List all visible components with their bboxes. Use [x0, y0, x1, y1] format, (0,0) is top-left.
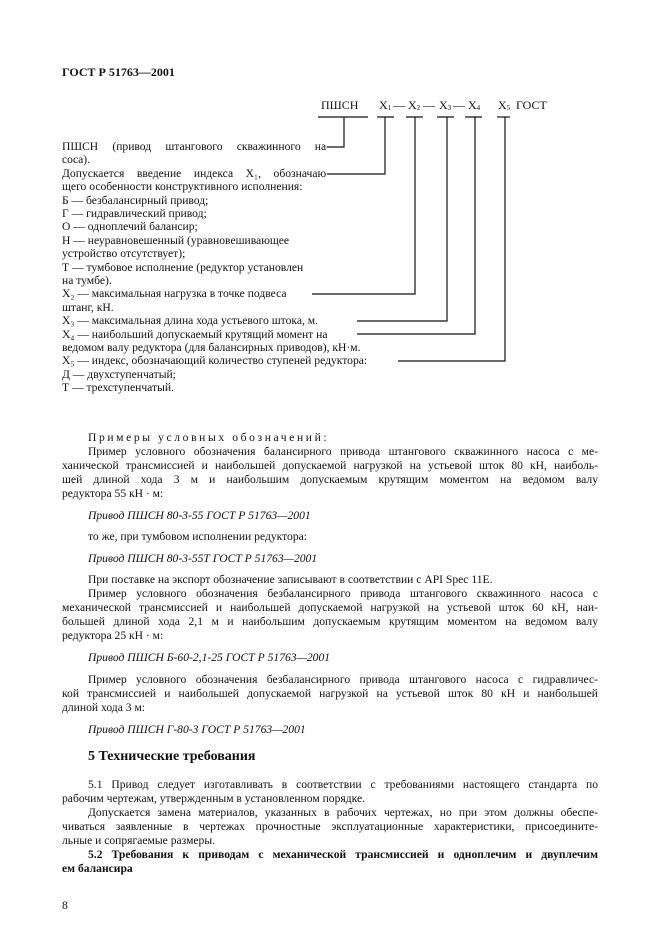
paragraph-line: редуктора 55 кН · м:: [62, 487, 164, 500]
page-number: 8: [62, 899, 68, 912]
paragraph-line: Пример условного обозначения безбалансирного привода штангового скважинного насоса с: [88, 587, 598, 600]
legend-line: Б — безбалансирный привод;: [62, 193, 209, 207]
paragraph-line: При поставке на экспорт обозначение записывают в соответствии с API Spec 11E.: [88, 573, 493, 586]
paragraph-line: Допускается замена материалов, указанных в рабочих чертежах, но при этом должны обеспе-: [88, 806, 598, 819]
legend-line: X₄ — наибольший допускаемый крутящий момент на: [62, 327, 328, 341]
legend-line: coca).: [62, 153, 90, 167]
section-heading: 5 Технические требования: [88, 749, 256, 764]
legend-line: ПШСН (привод штангового скважинного на-: [62, 140, 330, 153]
example-designation: Привод ПШСН Б-60-2,1-25 ГОСТ Р 51763—2001: [88, 651, 331, 664]
paragraph-line: рабочим чертежам, утвержденным в установленном порядке.: [62, 792, 365, 805]
legend-line: устройство отсутствует);: [62, 247, 186, 261]
dash: —: [393, 98, 405, 112]
dash: —: [423, 98, 435, 112]
dash: —: [453, 98, 465, 112]
designation-x4: $X_4$: [468, 98, 481, 112]
legend-line: Н — неуравновешенный (уравновешивающее: [62, 233, 290, 247]
subsection-heading: 5.2 Требования к приводам с механической трансмиссией и одноплечим и двуплечим: [88, 848, 598, 861]
paragraph-line: то же, при тумбовом исполнении редуктора:: [88, 530, 307, 543]
document-header: ГОСТ Р 51763—2001: [62, 65, 175, 79]
legend-line: X₃ — максимальная длина хода устьевого штока, м.: [62, 314, 319, 328]
legend-line: Г — гидравлический привод;: [62, 207, 207, 220]
legend-line: X₂ — максимальная нагрузка в точке подвеса: [62, 287, 287, 301]
example-designation: Привод ПШСН 80-3-55Т ГОСТ Р 51763—2001: [88, 552, 318, 565]
designation-x2: $X_2$: [408, 98, 421, 112]
legend-line: на тумбе).: [62, 274, 112, 287]
examples-heading: Примеры условных обозначений:: [88, 431, 330, 444]
paragraph-line: шей длиной хода 3 м и наибольшим допускаемым крутящим моментом на ведомом валу: [62, 473, 598, 486]
paragraph-line: Пример условного обозначения балансирного привода штангового скважинного насоса с ме-: [88, 445, 598, 458]
designation-x1: $X_1$: [379, 98, 392, 112]
designation-x3: $X_3$: [439, 98, 452, 112]
paragraph-line: длиной хода 3 м:: [62, 701, 146, 714]
paragraph-line: ханической трансмиссией и наибольшей допускаемой нагрузкой на устьевой шток 80 кН, наиболь-: [62, 459, 598, 472]
legend-line: щего особенности конструктивного исполнения:: [62, 180, 303, 194]
paragraph-line: Пример условного обозначения безбалансирного привода штангового насоса с гидравличес-: [88, 673, 598, 686]
paragraph-line: механической трансмиссией и наибольшей допускаемой нагрузкой на устьевой шток 60 кН, наи-: [62, 601, 598, 614]
legend-line: Т — трехступенчатый.: [62, 381, 174, 395]
paragraph-line: льные и сопрягаемые размеры.: [62, 834, 216, 847]
legend-line: штанг, кН.: [62, 300, 114, 314]
example-designation: Привод ПШСН Г-80-3 ГОСТ Р 51763—2001: [88, 723, 306, 736]
paragraph-line: 5.1 Привод следует изготавливать в соответствии с требованиями настоящего стандарта по: [88, 778, 598, 791]
subsection-heading: ем балансира: [62, 862, 133, 875]
legend-line: ведомом валу редуктора (для балансирных приводов), кН·м.: [62, 341, 361, 354]
legend-line: X₅ — индекс, обозначающий количество ступеней редуктора:: [62, 354, 368, 368]
legend-line: Т — тумбовое исполнение (редуктор установлен: [62, 260, 304, 274]
legend-line: Д — двухступенчатый;: [62, 367, 176, 381]
paragraph-line: большей длиной хода 2,1 м и наибольшим допускаемым крутящим моментом на ведомом валу: [62, 615, 598, 628]
designation-pshsn: ПШСН: [321, 98, 359, 112]
legend-line: О — одноплечий балансир;: [62, 220, 198, 234]
legend-line: Допускается введение индекса X₁, обозначаю-: [62, 166, 330, 180]
example-designation: Привод ПШСН 80-3-55 ГОСТ Р 51763—2001: [88, 509, 311, 522]
designation-gost: ГОСТ: [516, 98, 547, 112]
designation-x5: $X_5$: [498, 98, 511, 112]
paragraph-line: редуктора 25 кН · м:: [62, 629, 164, 642]
paragraph-line: кой трансмиссией и наибольшей допускаемой нагрузкой на устьевой шток 80 кН и наибольшей: [62, 687, 598, 700]
paragraph-line: чиваться заявленные в чертежах прочностные эксплуатационные характеристики, присоедините-: [62, 820, 598, 833]
